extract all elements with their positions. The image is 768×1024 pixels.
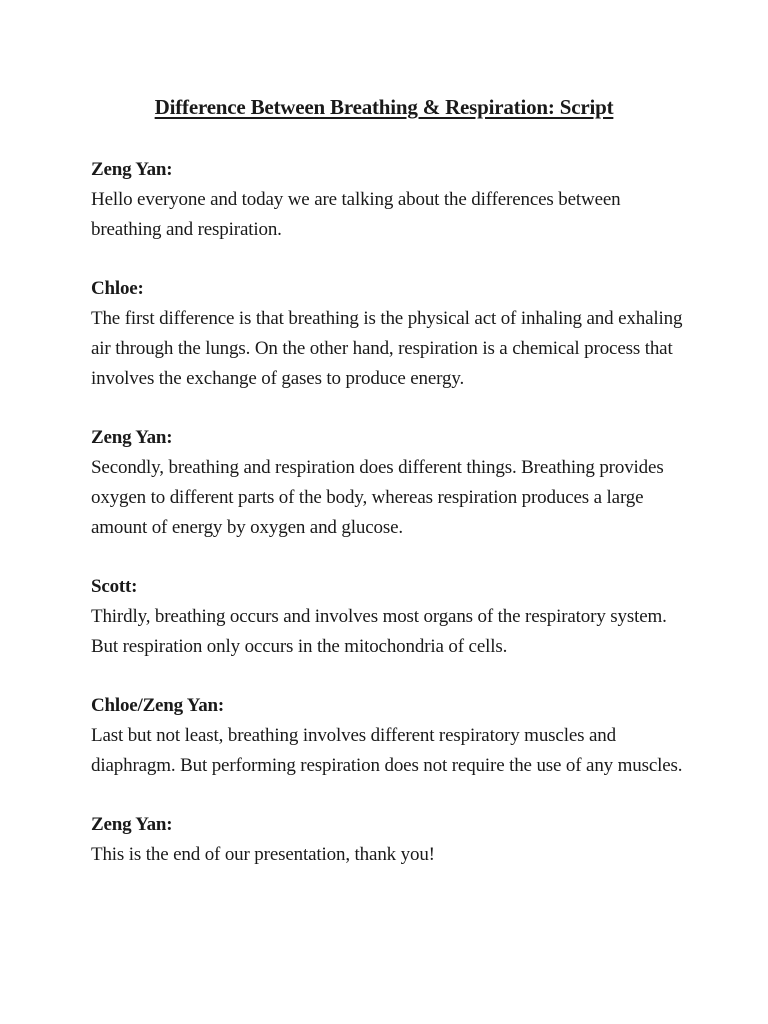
speaker-name: Zeng Yan: <box>91 159 173 180</box>
script-turn <box>91 691 691 781</box>
speaker-line: This is the end of our presentation, thank you! <box>91 844 435 865</box>
speaker-line: Secondly, breathing and respiration does different things. Breathing provides oxygen to different parts of the body, whereas respiration produces a large amount of energy by oxygen and glucose. <box>91 457 664 538</box>
speaker-name: Chloe: <box>91 278 144 299</box>
speaker-name: Zeng Yan: <box>91 427 173 448</box>
speaker-name: Zeng Yan: <box>91 814 173 835</box>
script-turn <box>91 155 691 245</box>
document-title: Difference Between Breathing & Respiration: Script <box>154 95 614 119</box>
script-turn <box>91 810 691 870</box>
speaker-line: Last but not least, breathing involves different respiratory muscles and diaphragm. But performing respiration does not require the use of any muscles. <box>91 725 683 776</box>
script-turn <box>91 572 691 662</box>
script-turn <box>91 274 691 394</box>
script-body <box>91 155 691 899</box>
speaker-name: Chloe/Zeng Yan: <box>91 695 225 716</box>
speaker-line: The first difference is that breathing is the physical act of inhaling and exhaling air through the lungs. On the other hand, respiration is a chemical process that involves the exchange of gases to produce energy. <box>91 308 683 389</box>
script-turn <box>91 423 691 543</box>
speaker-line: Hello everyone and today we are talking about the differences between breathing and respiration. <box>91 189 621 240</box>
speaker-name: Scott: <box>91 576 138 597</box>
speaker-line: Thirdly, breathing occurs and involves most organs of the respiratory system. But respiration only occurs in the mitochondria of cells. <box>91 606 667 657</box>
